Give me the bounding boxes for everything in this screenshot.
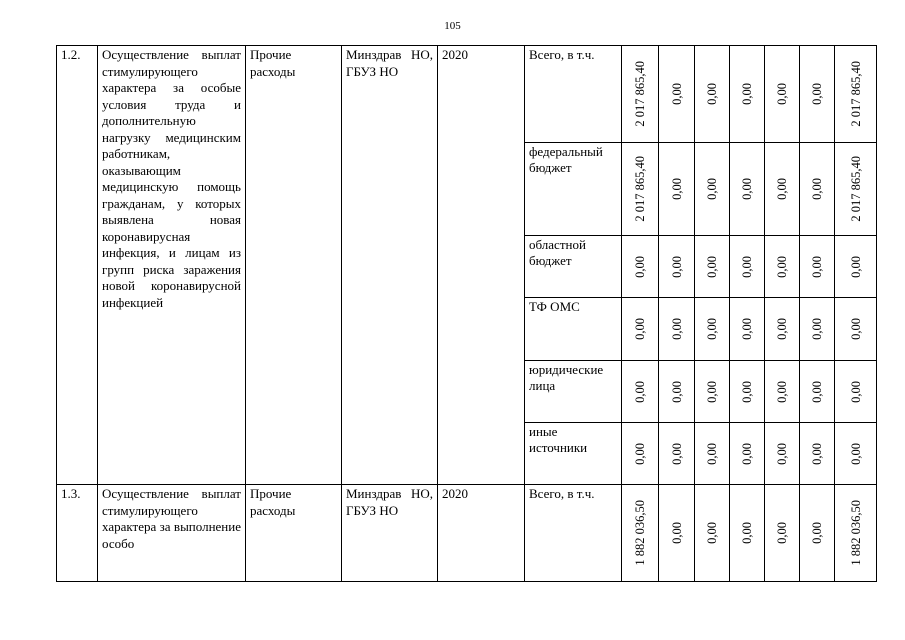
amount-value: 0,00 <box>775 83 789 105</box>
amount-cell <box>695 485 730 582</box>
funding-source: Всего, в т.ч. <box>525 46 622 143</box>
executor: Минздрав НО, ГБУЗ НО <box>342 46 438 485</box>
amount-value: 0,00 <box>633 318 647 340</box>
amount-cell <box>622 143 659 236</box>
amount-cell <box>695 46 730 143</box>
amount-value: 0,00 <box>633 255 647 278</box>
year: 2020 <box>438 46 525 485</box>
amount-cell <box>622 46 659 143</box>
amount-value: 0,00 <box>633 442 647 465</box>
funding-source: Всего, в т.ч. <box>525 485 622 582</box>
amount-value: 0,00 <box>669 83 684 105</box>
amount-cell <box>800 298 835 361</box>
funding-source: областной бюджет <box>525 236 622 298</box>
amount-value: 0,00 <box>633 380 647 403</box>
amount-value: 0,00 <box>775 380 789 403</box>
amount-cell <box>765 423 800 485</box>
amount-value: 0,00 <box>810 442 824 465</box>
amount-value: 0,00 <box>848 255 863 278</box>
amount-value: 2 017 865,40 <box>848 61 863 127</box>
amount-value: 0,00 <box>775 522 789 544</box>
amount-cell <box>765 361 800 423</box>
amount-cell <box>730 236 765 298</box>
page-number: 105 <box>444 20 461 32</box>
item-description: Осуществление выплат стимулирующего характера за особые условия труда и дополнительную нагрузку медицинским работникам, оказывающим медицинскую помощь гражданам, у которых выявлена новая коронавирусная инфекция, и лицам из групп риска заражения новой коронавирусной инфекцией <box>98 46 246 485</box>
funding-source: иные источники <box>525 423 622 485</box>
amount-value: 0,00 <box>810 318 824 340</box>
amount-value: 0,00 <box>740 318 754 340</box>
amount-cell <box>659 143 695 236</box>
amount-cell <box>695 298 730 361</box>
amount-value: 0,00 <box>669 522 684 544</box>
amount-value: 0,00 <box>810 522 824 544</box>
amount-value: 1 882 036,50 <box>633 500 647 566</box>
amount-value: 0,00 <box>705 442 719 465</box>
amount-value: 2 017 865,40 <box>633 156 647 222</box>
amount-cell <box>800 485 835 582</box>
amount-cell <box>835 46 877 143</box>
expense-type: Прочие расходы <box>246 485 342 582</box>
amount-cell <box>835 236 877 298</box>
amount-cell <box>622 298 659 361</box>
amount-value: 0,00 <box>669 442 684 465</box>
amount-cell <box>730 298 765 361</box>
amount-value: 0,00 <box>740 83 754 105</box>
amount-value: 0,00 <box>740 522 754 544</box>
amount-cell <box>695 423 730 485</box>
amount-cell <box>695 361 730 423</box>
amount-value: 0,00 <box>705 318 719 340</box>
amount-value: 0,00 <box>705 522 719 544</box>
amount-cell <box>695 143 730 236</box>
amount-cell <box>622 485 659 582</box>
amount-value: 0,00 <box>775 178 789 200</box>
amount-cell <box>659 236 695 298</box>
table-row <box>57 46 877 143</box>
amount-value: 0,00 <box>775 442 789 465</box>
amount-cell <box>730 361 765 423</box>
amount-value: 0,00 <box>810 255 824 278</box>
amount-cell <box>835 361 877 423</box>
amount-value: 0,00 <box>705 178 719 200</box>
amount-cell <box>800 143 835 236</box>
amount-cell <box>800 423 835 485</box>
amount-value: 0,00 <box>848 318 863 340</box>
amount-cell <box>659 361 695 423</box>
amount-cell <box>659 423 695 485</box>
item-number: 1.3. <box>57 485 98 582</box>
amount-cell <box>730 423 765 485</box>
amount-cell <box>659 298 695 361</box>
amount-value: 0,00 <box>669 318 684 340</box>
amount-cell <box>695 236 730 298</box>
funding-source: юридические лица <box>525 361 622 423</box>
amount-value: 2 017 865,40 <box>848 156 863 222</box>
amount-value: 0,00 <box>740 380 754 403</box>
amount-value: 1 882 036,50 <box>848 500 863 566</box>
amount-cell <box>800 46 835 143</box>
amount-cell <box>765 46 800 143</box>
amount-cell <box>765 298 800 361</box>
amount-cell <box>835 485 877 582</box>
budget-table <box>56 45 877 582</box>
amount-cell <box>835 298 877 361</box>
amount-value: 0,00 <box>705 255 719 278</box>
amount-value: 0,00 <box>705 380 719 403</box>
amount-cell <box>765 485 800 582</box>
amount-cell <box>730 46 765 143</box>
amount-value: 0,00 <box>775 318 789 340</box>
funding-source: федеральный бюджет <box>525 143 622 236</box>
amount-value: 0,00 <box>740 178 754 200</box>
amount-cell <box>622 236 659 298</box>
executor: Минздрав НО, ГБУЗ НО <box>342 485 438 582</box>
amount-value: 0,00 <box>669 255 684 278</box>
amount-cell <box>730 485 765 582</box>
amount-cell <box>800 361 835 423</box>
amount-value: 0,00 <box>669 380 684 403</box>
amount-value: 0,00 <box>810 178 824 200</box>
amount-value: 0,00 <box>740 255 754 278</box>
amount-cell <box>765 236 800 298</box>
amount-cell <box>659 46 695 143</box>
amount-value: 0,00 <box>705 83 719 105</box>
amount-value: 0,00 <box>775 255 789 278</box>
amount-cell <box>835 143 877 236</box>
amount-value: 0,00 <box>740 442 754 465</box>
table-row <box>57 485 877 582</box>
amount-value: 0,00 <box>810 380 824 403</box>
year: 2020 <box>438 485 525 582</box>
item-number: 1.2. <box>57 46 98 485</box>
item-description: Осуществление выплат стимулирующего характера за выполнение особо <box>98 485 246 582</box>
table-body <box>57 46 877 582</box>
funding-source: ТФ ОМС <box>525 298 622 361</box>
amount-value: 0,00 <box>669 178 684 200</box>
amount-cell <box>800 236 835 298</box>
amount-value: 0,00 <box>810 83 824 105</box>
amount-cell <box>765 143 800 236</box>
expense-type: Прочие расходы <box>246 46 342 485</box>
amount-value: 0,00 <box>848 380 863 403</box>
amount-value: 2 017 865,40 <box>633 61 647 127</box>
amount-cell <box>659 485 695 582</box>
amount-cell <box>622 423 659 485</box>
amount-cell <box>730 143 765 236</box>
amount-cell <box>835 423 877 485</box>
amount-value: 0,00 <box>848 442 863 465</box>
amount-cell <box>622 361 659 423</box>
